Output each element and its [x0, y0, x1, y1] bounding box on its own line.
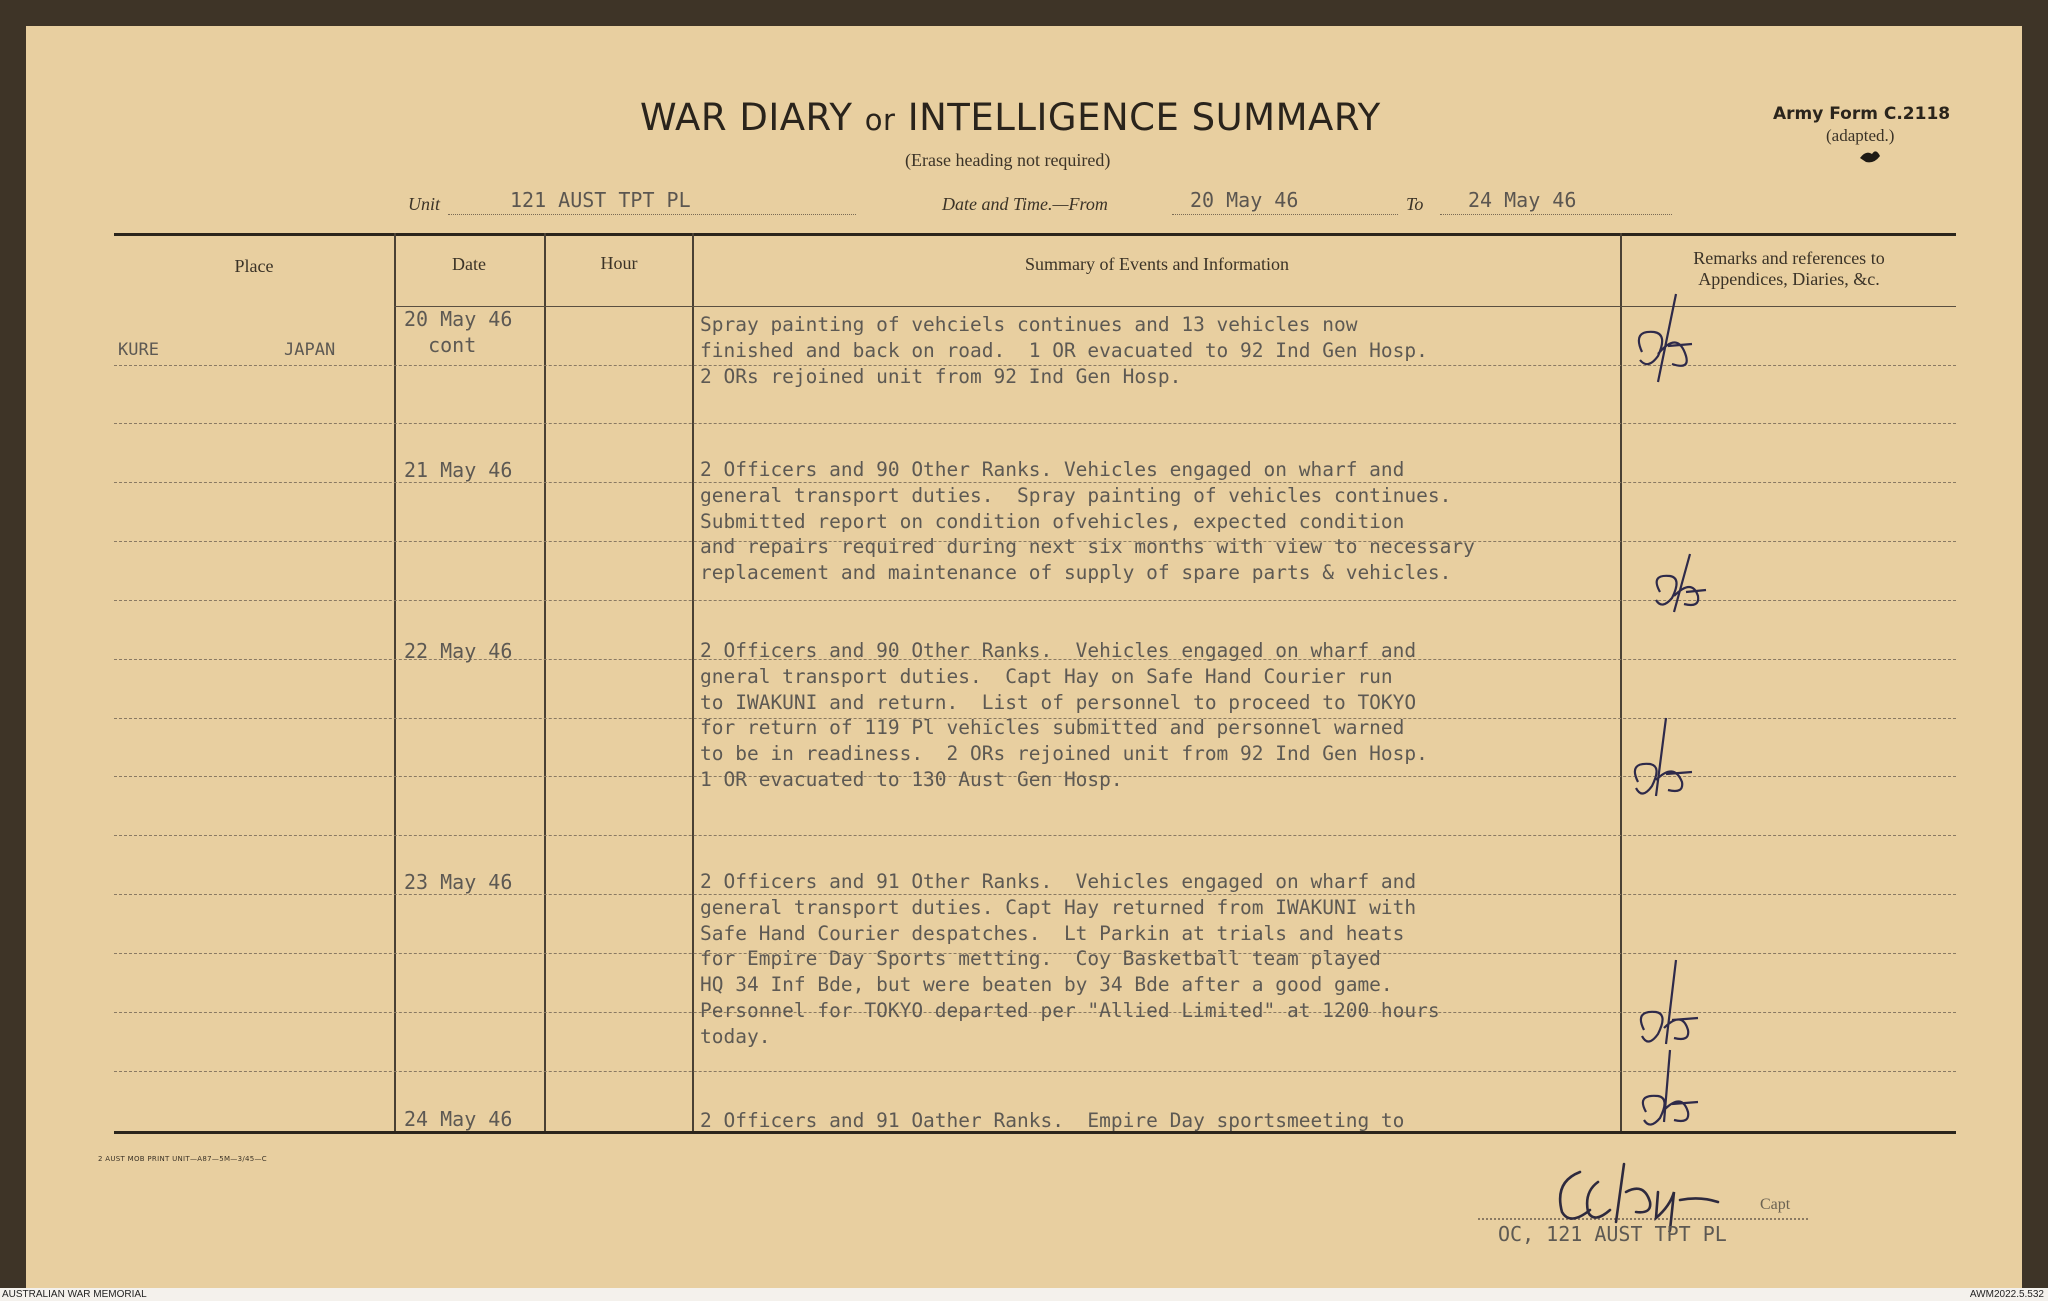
- initials-icon: [1640, 552, 1720, 622]
- col-header-hour: Hour: [600, 253, 638, 273]
- entry-text: 2 Officers and 91 Other Ranks. Vehicles engaged on wharf and general transport duties. Capt Hay returned from IWAKUNI with Safe Hand Courier despatches. Lt Parkin at trials and heats for Empire Day Sports metting. Coy Basketball team played HQ 34 Inf Bde, but were beaten by 34 Bde after a good game. Personnel for TOKYO departed per "Allied Limited" at 1200 hours today.: [700, 870, 1440, 1048]
- col-header-place: Place: [234, 256, 274, 276]
- rank-label: Capt: [1760, 1196, 1791, 1213]
- entry-date: 20 May 46 cont: [404, 307, 513, 357]
- date-to-value: 24 May 46: [1468, 188, 1577, 212]
- date-to-label: To: [1406, 194, 1424, 214]
- table-top-rule: [114, 233, 1956, 236]
- archive-reference: AWM2022.5.532: [1969, 1289, 2044, 1300]
- unit-value: 121 AUST TPT PL: [510, 188, 691, 212]
- date-from-value: 20 May 46: [1190, 188, 1299, 212]
- title-or: or: [864, 103, 896, 137]
- page-title: [640, 96, 1381, 139]
- col-header-remarks-line2: Appendices, Diaries, &c.: [1698, 269, 1880, 289]
- scan-border: [0, 0, 2048, 26]
- date-from-label: Date and Time.—From: [942, 194, 1108, 214]
- header-underline: [394, 306, 1956, 307]
- form-number: Army Form C.2118: [1773, 104, 1951, 124]
- divider-place-date: [394, 233, 396, 1131]
- ink-blot-icon: [1858, 144, 1882, 168]
- place-city: KURE: [118, 340, 159, 360]
- signature-icon: [1540, 1152, 1740, 1232]
- col-header-remarks-line1: Remarks and references to: [1693, 248, 1885, 268]
- divider-date-hour: [544, 233, 546, 1131]
- place-country: JAPAN: [284, 340, 336, 360]
- initials-icon: [1622, 716, 1702, 816]
- unit-label: Unit: [408, 194, 441, 214]
- initials-icon: [1626, 958, 1706, 1058]
- printer-note: 2 AUST MOB PRINT UNIT—A87—5M—3/45—C: [98, 1155, 267, 1163]
- archive-name: AUSTRALIAN WAR MEMORIAL: [2, 1289, 147, 1300]
- col-header-summary: Summary of Events and Information: [1025, 254, 1289, 274]
- date-to-dotline: [1440, 214, 1672, 215]
- entry-text: 2 Officers and 91 Oather Ranks. Empire Day sportsmeeting to: [700, 1109, 1405, 1132]
- date-from-dotline: [1172, 214, 1398, 215]
- entry-date: 23 May 46: [404, 870, 513, 894]
- entry-date: 21 May 46: [404, 458, 513, 482]
- divider-summary-remarks: [1620, 233, 1622, 1131]
- officer-stamp: OC, 121 AUST TPT PL: [1498, 1222, 1727, 1246]
- col-header-date: Date: [452, 254, 486, 274]
- divider-hour-summary: [692, 233, 694, 1131]
- entry-date: 24 May 46: [404, 1107, 513, 1131]
- initials-icon: [1628, 290, 1708, 390]
- form-adapted: (adapted.): [1826, 126, 1895, 145]
- unit-dotline: [448, 214, 856, 215]
- col-header-remarks: [1622, 248, 1956, 290]
- initials-icon: [1628, 1046, 1708, 1146]
- archive-strip: [0, 1288, 2048, 1301]
- entry-text: 2 Officers and 90 Other Ranks. Vehicles engaged on wharf and gneral transport duties. Capt Hay on Safe Hand Courier run to IWAKUNI and return. List of personnel to proceed to TOKYO for return of 119 Pl vehicles submitted and personnel warned to be in readiness. 2 ORs rejoined unit from 92 Ind Gen Hosp. 1 OR evacuated to 130 Aust Gen Hosp.: [700, 639, 1428, 791]
- title-end: INTELLIGENCE SUMMARY: [907, 96, 1381, 139]
- subtitle: (Erase heading not required): [905, 150, 1111, 170]
- entry-text: 2 Officers and 90 Other Ranks. Vehicles engaged on wharf and general transport duties. Spray painting of vehicles continues. Submitted report on condition ofvehicles, expected condition and repairs required during next six months with view to necessary replacement and maintenance of supply of spare parts & vehicles.: [700, 458, 1475, 585]
- entry-date: 22 May 46: [404, 639, 513, 663]
- entry-text: Spray painting of vehciels continues and 13 vehicles now finished and back on road. 1 OR evacuated to 92 Ind Gen Hosp. 2 ORs rejoined unit from 92 Ind Gen Hosp.: [700, 313, 1428, 388]
- title-main: WAR DIARY: [640, 96, 853, 139]
